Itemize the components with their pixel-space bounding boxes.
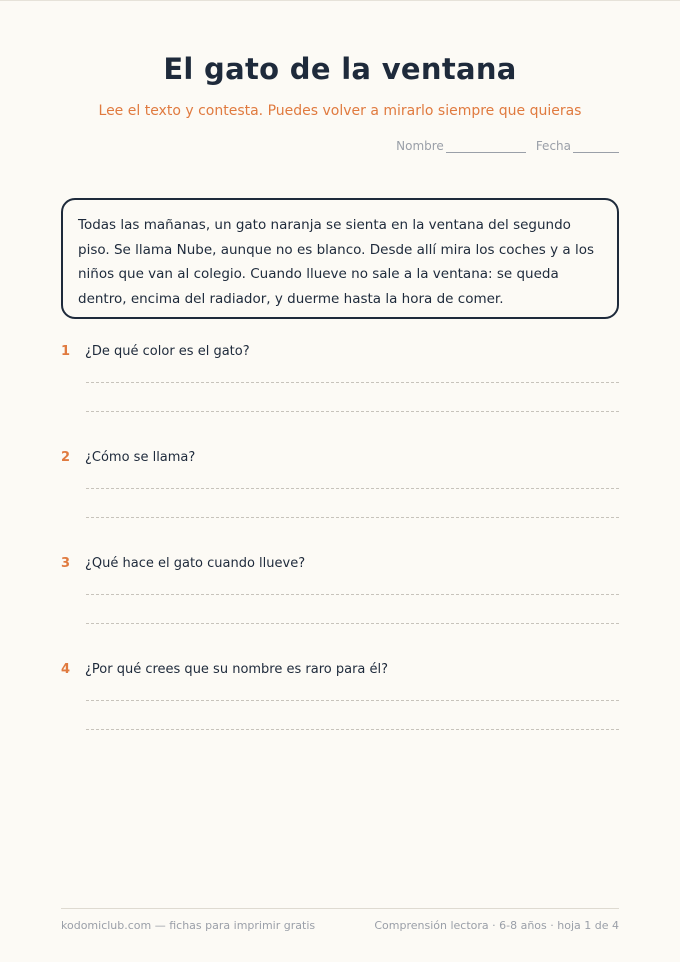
answer-line	[86, 382, 619, 383]
student-fields	[396, 139, 619, 153]
answer-line	[86, 594, 619, 595]
answer-line	[86, 623, 619, 624]
name-line	[446, 141, 526, 153]
question-4	[61, 662, 619, 682]
answer-line	[86, 729, 619, 730]
question-text: ¿Cómo se llama?	[85, 450, 196, 465]
answer-line	[86, 488, 619, 489]
page-footer	[61, 919, 619, 932]
reading-passage	[61, 198, 619, 319]
footer-site: kodomiclub.com — fichas para imprimir gratis	[61, 919, 316, 932]
question-number: 1	[61, 344, 71, 359]
answer-line	[86, 411, 619, 412]
footer-sheet-info: Comprensión lectora · 6-8 años · hoja 1 de 4	[374, 919, 619, 932]
question-1	[61, 344, 619, 364]
question-number: 4	[61, 662, 71, 677]
question-text: ¿Qué hace el gato cuando llueve?	[85, 556, 306, 571]
question-text: ¿Por qué crees que su nombre es raro para él?	[85, 662, 389, 677]
answer-line	[86, 700, 619, 701]
date-line	[573, 141, 619, 153]
worksheet-title: El gato de la ventana	[163, 52, 517, 86]
answer-line	[86, 517, 619, 518]
passage-text: Todas las mañanas, un gato naranja se sienta en la ventana del segundo piso. Se llama Nube, aunque no es blanco. Desde allí mira los coches y a los niños que van al colegio. Cuando llueve no sale a la ventana: se queda dentro, encima del radiador, y duerme hasta la hora de comer.	[78, 217, 594, 307]
date-field	[536, 139, 619, 153]
name-label: Nombre	[396, 139, 444, 153]
page-edge	[0, 0, 680, 1]
question-number: 3	[61, 556, 71, 571]
question-3	[61, 556, 619, 576]
date-label: Fecha	[535, 139, 571, 153]
question-2	[61, 450, 619, 470]
worksheet-instructions: Lee el texto y contesta. Puedes volver a mirarlo siempre que quieras	[98, 103, 582, 119]
name-field	[396, 139, 526, 153]
question-text: ¿De qué color es el gato?	[85, 344, 250, 359]
footer-divider	[61, 908, 619, 909]
question-number: 2	[61, 450, 71, 465]
